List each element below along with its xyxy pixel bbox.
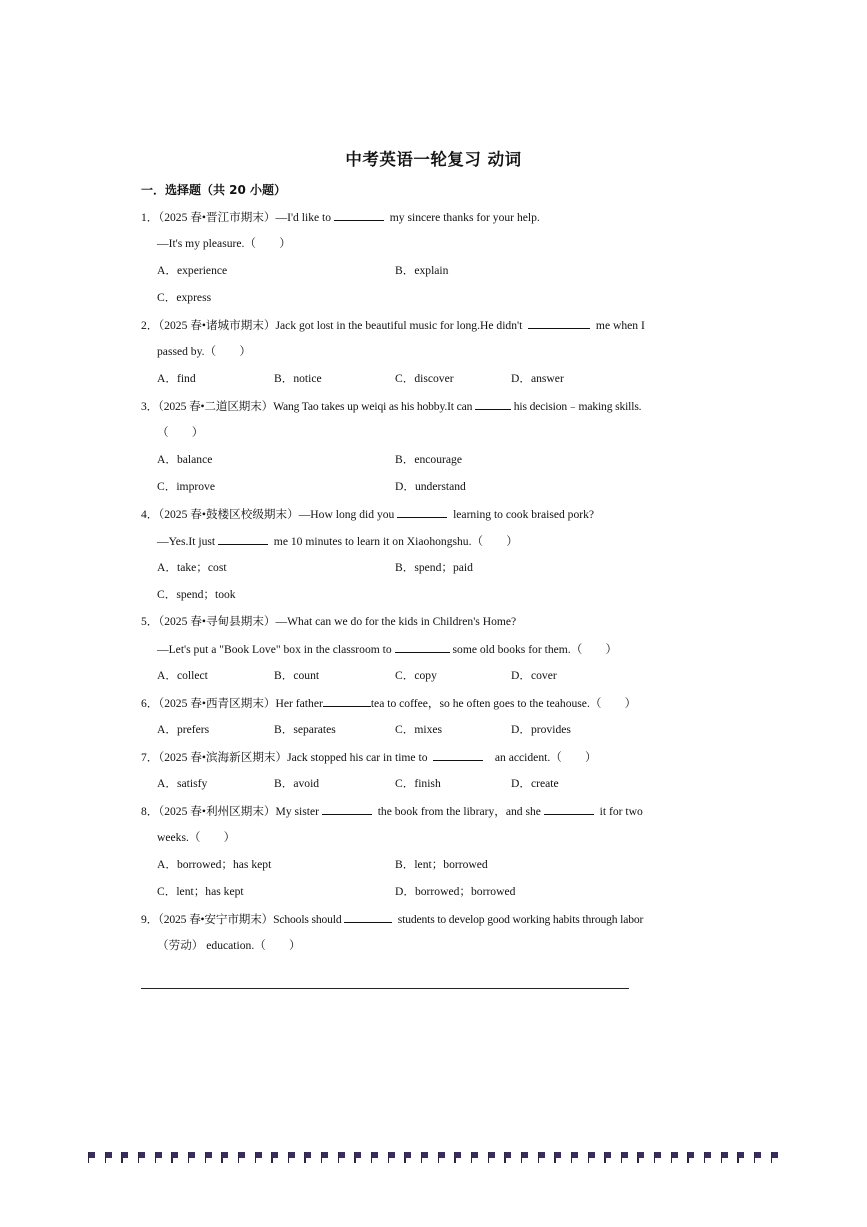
option-c[interactable]: C．improve: [157, 480, 215, 493]
flag-icon: [671, 1152, 678, 1162]
flag-icon: [255, 1152, 262, 1162]
option-a[interactable]: A．prefers: [157, 723, 210, 736]
flag-icon: [388, 1152, 395, 1162]
option-b[interactable]: B．encourage: [395, 453, 462, 466]
option-b[interactable]: B．spend；paid: [395, 561, 473, 574]
flag-icon: [571, 1152, 578, 1162]
question-number: 8．: [141, 805, 159, 818]
flag-icon: [121, 1152, 128, 1162]
option-a[interactable]: A．borrowed；has kept: [157, 858, 272, 871]
flag-icon: [704, 1152, 711, 1162]
option-a[interactable]: A．satisfy: [157, 777, 208, 790]
question-stem: —I'd like to: [275, 211, 332, 224]
option-c[interactable]: C．express: [157, 291, 212, 304]
option-d[interactable]: D．create: [511, 777, 559, 790]
option-b[interactable]: B．lent；borrowed: [395, 858, 488, 871]
option-a[interactable]: A．balance: [157, 453, 213, 466]
question-line: me 10 minutes to learn it on Xiaohongshu.（ ）: [273, 535, 518, 548]
section-header: 一．选择题（共 20 小题）: [141, 183, 287, 197]
question-number: 2．: [141, 319, 159, 332]
answer-blank[interactable]: [395, 641, 450, 653]
flag-icon: [354, 1152, 361, 1162]
flag-icon: [188, 1152, 195, 1162]
answer-blank[interactable]: [475, 398, 511, 410]
flag-icon: [438, 1152, 445, 1162]
question-source: （2025 春•晋江市期末）: [158, 211, 276, 224]
option-d[interactable]: D．borrowed；borrowed: [395, 885, 516, 898]
flag-icon: [604, 1152, 611, 1162]
flag-icon: [721, 1152, 728, 1162]
answer-blank[interactable]: [397, 506, 447, 518]
option-c[interactable]: C．spend；took: [157, 588, 236, 601]
option-a[interactable]: A．find: [157, 372, 196, 385]
question-number: 6．: [141, 697, 159, 710]
question-source: （2025 春•诸城市期末）: [158, 319, 276, 332]
flag-icon: [155, 1152, 162, 1162]
question-stem: Her father: [275, 697, 323, 710]
question-stem: Schools should: [273, 913, 342, 926]
question-number: 9．: [141, 913, 159, 926]
option-d[interactable]: D．provides: [511, 723, 571, 736]
flag-icon: [88, 1152, 95, 1162]
flag-icon: [404, 1152, 411, 1162]
flag-icon: [304, 1152, 311, 1162]
answer-blank[interactable]: [344, 911, 392, 923]
question-stem: Jack got lost in the beautiful music for long.He didn't: [275, 319, 523, 332]
question-source: （2025 春•利州区期末）: [158, 805, 276, 818]
option-b[interactable]: B．count: [274, 669, 320, 682]
question-source: （2025 春•二道区期末）: [158, 400, 274, 413]
flag-icon: [521, 1152, 528, 1162]
flag-icon: [588, 1152, 595, 1162]
flag-icon: [421, 1152, 428, 1162]
answer-blank[interactable]: [322, 803, 372, 815]
question-stem: me when I: [595, 319, 645, 332]
option-b[interactable]: B．explain: [395, 264, 449, 277]
flag-icon: [554, 1152, 561, 1162]
flag-icon: [171, 1152, 178, 1162]
flag-icon: [371, 1152, 378, 1162]
question-source: （2025 春•安宁市期末）: [158, 913, 274, 926]
flag-icon: [105, 1152, 112, 1162]
answer-blank[interactable]: [528, 317, 590, 329]
question-source: （2025 春•鼓楼区校级期末）: [158, 508, 299, 521]
question-stem: it for two: [599, 805, 643, 818]
flag-icon: [654, 1152, 661, 1162]
flag-icon: [288, 1152, 295, 1162]
question-line: —Yes.It just: [157, 535, 216, 548]
question-stem: Wang Tao takes up weiqi as his hobby.It can: [273, 400, 473, 413]
option-b[interactable]: B．avoid: [274, 777, 320, 790]
option-d[interactable]: D．cover: [511, 669, 557, 682]
question-number: 4．: [141, 508, 159, 521]
flag-icon: [771, 1152, 778, 1162]
question-stem: my sincere thanks for your help.: [389, 211, 540, 224]
option-b[interactable]: B．notice: [274, 372, 322, 385]
flag-icon: [538, 1152, 545, 1162]
option-c[interactable]: C．copy: [395, 669, 437, 682]
question-line: passed by.（ ）: [157, 345, 251, 358]
option-a[interactable]: A．experience: [157, 264, 228, 277]
flag-icon: [471, 1152, 478, 1162]
question-number: 5．: [141, 615, 159, 628]
question-stem: his decision﹣making skills.: [513, 400, 642, 413]
flag-icon: [488, 1152, 495, 1162]
flag-icon: [321, 1152, 328, 1162]
question-stem: Jack stopped his car in time to: [287, 751, 428, 764]
answer-blank[interactable]: [218, 533, 268, 545]
flag-icon: [221, 1152, 228, 1162]
decorative-flag-border: [88, 1152, 788, 1166]
flag-icon: [637, 1152, 644, 1162]
footer-divider: [141, 988, 629, 989]
flag-icon: [138, 1152, 145, 1162]
flag-icon: [737, 1152, 744, 1162]
question-stem: tea to coffee，so he often goes to the teahouse.（ ）: [370, 697, 637, 710]
flag-icon: [205, 1152, 212, 1162]
flag-icon: [238, 1152, 245, 1162]
page-title: 中考英语一轮复习 动词: [345, 150, 522, 169]
question-stem: students to develop good working habits through labor: [397, 913, 644, 926]
question-stem: an accident.（ ）: [494, 751, 597, 764]
question-line: some old books for them.（ ）: [452, 643, 618, 656]
option-d[interactable]: D．answer: [511, 372, 564, 385]
option-b[interactable]: B．separates: [274, 723, 336, 736]
answer-blank[interactable]: [433, 749, 483, 761]
question-line: —Let's put a "Book Love" box in the classroom to: [157, 643, 392, 656]
question-line: （劳动） education.（ ）: [157, 939, 301, 952]
option-c[interactable]: C．mixes: [395, 723, 443, 736]
flag-icon: [621, 1152, 628, 1162]
option-a[interactable]: A．collect: [157, 669, 208, 682]
option-a[interactable]: A．take；cost: [157, 561, 227, 574]
question-stem: the book from the library，and she: [377, 805, 541, 818]
flag-icon: [504, 1152, 511, 1162]
answer-blank[interactable]: [334, 209, 384, 221]
question-line: （ ）: [157, 426, 204, 439]
flag-icon: [754, 1152, 761, 1162]
answer-blank[interactable]: [323, 695, 371, 707]
flag-icon: [687, 1152, 694, 1162]
question-stem: My sister: [275, 805, 319, 818]
question-number: 3．: [141, 400, 159, 413]
question-number: 1．: [141, 211, 159, 224]
flag-icon: [454, 1152, 461, 1162]
option-c[interactable]: C．finish: [395, 777, 441, 790]
question-source: （2025 春•滨海新区期末）: [158, 751, 288, 764]
question-stem: learning to cook braised pork?: [453, 508, 595, 521]
answer-blank[interactable]: [544, 803, 594, 815]
flag-icon: [271, 1152, 278, 1162]
question-number: 7．: [141, 751, 159, 764]
question-line: —It's my pleasure.（ ）: [157, 237, 291, 250]
option-c[interactable]: C．lent；has kept: [157, 885, 244, 898]
question-stem: —How long did you: [298, 508, 395, 521]
question-source: （2025 春•寻甸县期末）: [158, 615, 276, 628]
question-source: （2025 春•西青区期末）: [158, 697, 276, 710]
option-c[interactable]: C．discover: [395, 372, 454, 385]
option-d[interactable]: D．understand: [395, 480, 466, 493]
flag-icon: [338, 1152, 345, 1162]
question-stem: —What can we do for the kids in Children's Home?: [275, 615, 517, 628]
question-line: weeks.（ ）: [157, 831, 236, 844]
